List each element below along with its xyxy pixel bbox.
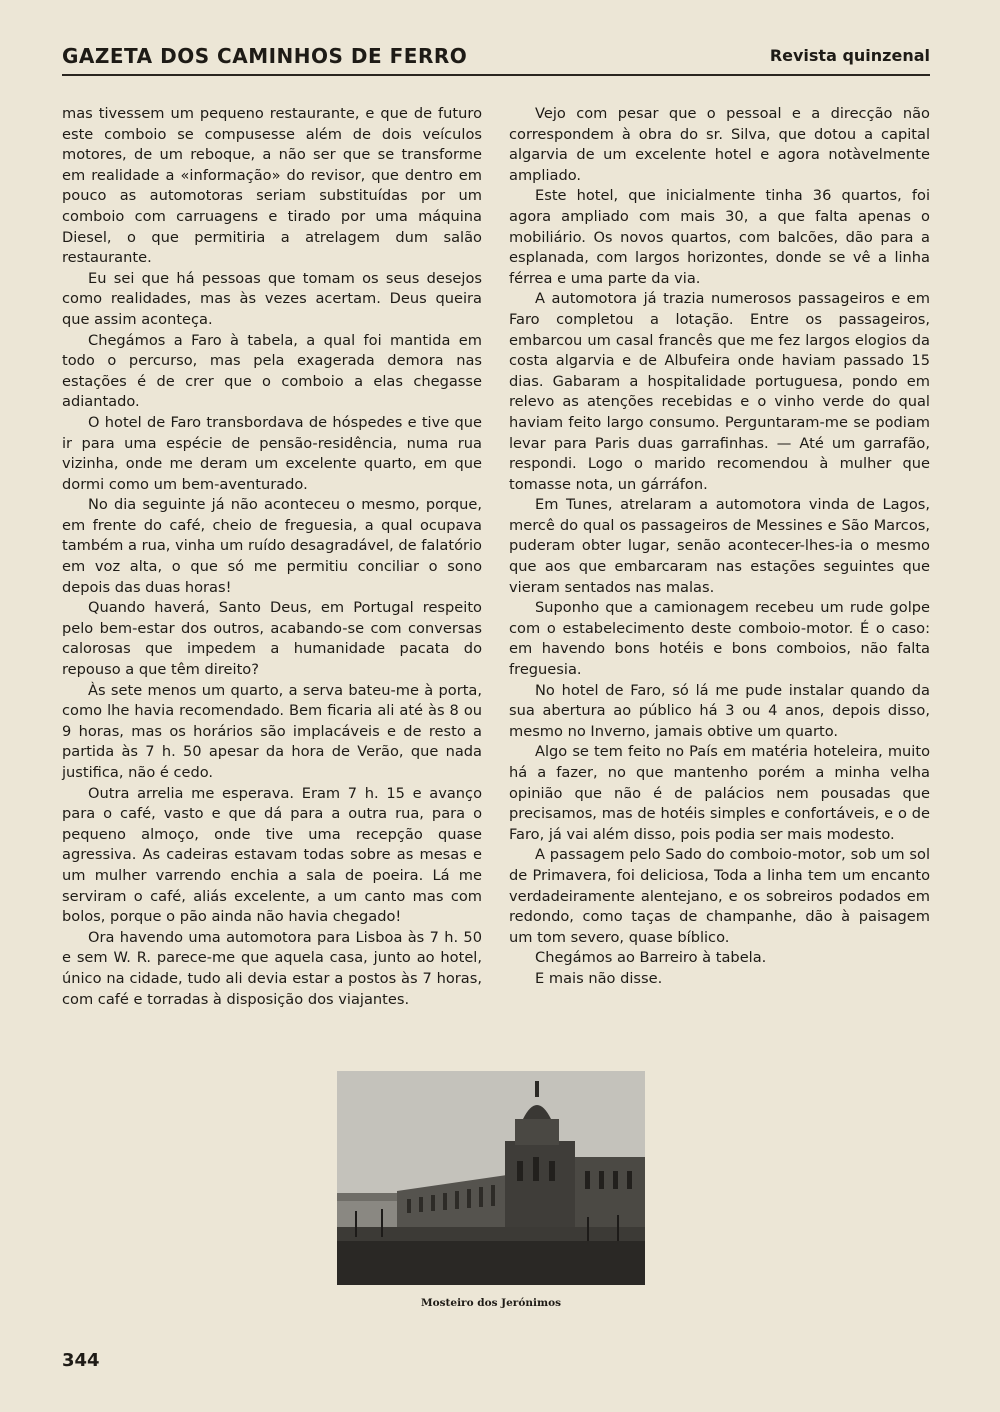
paragraph: mas tivessem um pequeno restaurante, e que de futuro este comboio se compusesse além de dois veículos motores, de um reboque, a não ser que se transforme em realidade a «informação» do revisor, que dentro em pouco as automotoras seriam substituídas por um comboio com carruagens e tirado por uma máquina Diesel, o que permitiria a atrelagem dum salão restaurante.	[62, 105, 482, 267]
paragraph: Este hotel, que inicialmente tinha 36 quartos, foi agora ampliado com mais 30, a que falta apenas o mobiliário. Os novos quartos, com balcões, dão para a esplanada, com largos horizontes, donde se vê a linha férrea e uma parte da via.	[509, 187, 930, 287]
journal-title: GAZETA DOS CAMINHOS DE FERRO	[62, 44, 468, 68]
paragraph: Quando haverá, Santo Deus, em Portugal respeito pelo bem-estar dos outros, acabando-se com conversas calorosas que impedem a humanidade pacata do repouso a que têm direito?	[62, 599, 482, 679]
paragraph: Algo se tem feito no País em matéria hoteleira, muito há a fazer, no que mantenho porém a minha velha opinião que não é de palácios nem pousadas que precisamos, mas de hotéis simples e confortáveis, e o de Faro, já vai além disso, pois podia ser mais modesto.	[509, 743, 930, 843]
paragraph: Vejo com pesar que o pessoal e a direcção não correspondem à obra do sr. Silva, que dotou a capital algarvia de um excelente hotel e agora notàvelmente ampliado.	[509, 105, 930, 184]
paragraph: E mais não disse.	[535, 969, 663, 987]
paragraph: Suponho que a camionagem recebeu um rude golpe com o estabelecimento deste comboio-motor. É o caso: em havendo bons hotéis e bons comboios, não falta freguesia.	[509, 599, 930, 679]
photo-caption: Mosteiro dos Jerónimos	[421, 1297, 561, 1309]
right-column	[509, 104, 930, 990]
paragraph: Chegámos a Faro à tabela, a qual foi mantida em todo o percurso, mas pela exagerada demora nas estações é de crer que o comboio a elas chegasse adiantado.	[62, 331, 482, 411]
paragraph: O hotel de Faro transbordava de hóspedes e tive que ir para uma espécie de pensão-residência, numa rua vizinha, onde me deram um excelente quarto, em que dormi como um bem-aventurado.	[62, 413, 482, 493]
journal-subtitle: Revista quinzenal	[769, 46, 930, 65]
left-column	[62, 104, 482, 1010]
paragraph: No dia seguinte já não aconteceu o mesmo, porque, em frente do café, cheio de freguesia, a qual ocupava também a rua, vinha um ruído desagradável, de falatório em voz alta, o que só me permitiu conciliar o sono depois das duas horas!	[62, 496, 482, 596]
paragraph: Às sete menos um quarto, a serva bateu-me à porta, como lhe havia recomendado. Bem ficaria ali até às 8 ou 9 horas, mas os horários são implacáveis e de resto a partida às 7 h. 50 apesar da hora de Verão, que nada justifica, não é cedo.	[62, 681, 482, 781]
paragraph: Em Tunes, atrelaram a automotora vinda de Lagos, mercê do qual os passageiros de Messines e São Marcos, puderam obter lugar, senão acontecer-lhes-ia o mesmo que aos que embarcaram nas estações seguintes que vieram sentados nas malas.	[509, 496, 930, 596]
paragraph: A passagem pelo Sado do comboio-motor, sob um sol de Primavera, foi deliciosa, Toda a linha tem um encanto verdadeiramente alentejano, e os sobreiros podados em redondo, como taças de champanhe, dão à paisagem um tom severo, quase bíblico.	[509, 846, 930, 946]
paragraph: A automotora já trazia numerosos passageiros e em Faro completou a lotação. Entre os passageiros, embarcou um casal francês que me fez largos elogios da costa algarvia e de Albufeira onde haviam passado 15 dias. Gabaram a hospitalidade portuguesa, pondo em relevo as atenções recebidas e o vinho verde do qual haviam feito largo consumo. Perguntaram-me se podiam levar para Paris duas garrafinhas. — Até um garrafão, respondi. Logo o marido recomendou à mulher que tomasse nota, un gárráfon.	[509, 290, 930, 493]
paragraph: Outra arrelia me esperava. Eram 7 h. 15 e avanço para o café, vasto e que dá para a outra rua, para o pequeno almoço, onde tive uma recepção quase agressiva. As cadeiras estavam todas sobre as mesas e um mulher varrendo enchia a sala de poeira. Lá me serviram o café, aliás excelente, a um canto mas com bolos, porque o pão ainda não havia chegado!	[62, 784, 482, 926]
paragraph: Chegámos ao Barreiro à tabela.	[535, 949, 767, 967]
paragraph: No hotel de Faro, só lá me pude instalar quando da sua abertura ao público há 3 ou 4 anos, depois disso, mesmo no Inverno, jamais obtive um quarto.	[509, 681, 930, 740]
page-header	[62, 40, 930, 76]
page-number: 344	[62, 1350, 100, 1371]
paragraph: Eu sei que há pessoas que tomam os seus desejos como realidades, mas às vezes acertam. Deus queira que assim aconteça.	[62, 269, 482, 328]
paragraph: Ora havendo uma automotora para Lisboa às 7 h. 50 e sem W. R. parece-me que aquela casa, junto ao hotel, único na cidade, tudo ali devia estar a postos às 7 horas, com café e torradas à disposição dos viajantes.	[62, 928, 482, 1008]
monastery-photo	[337, 1071, 645, 1285]
